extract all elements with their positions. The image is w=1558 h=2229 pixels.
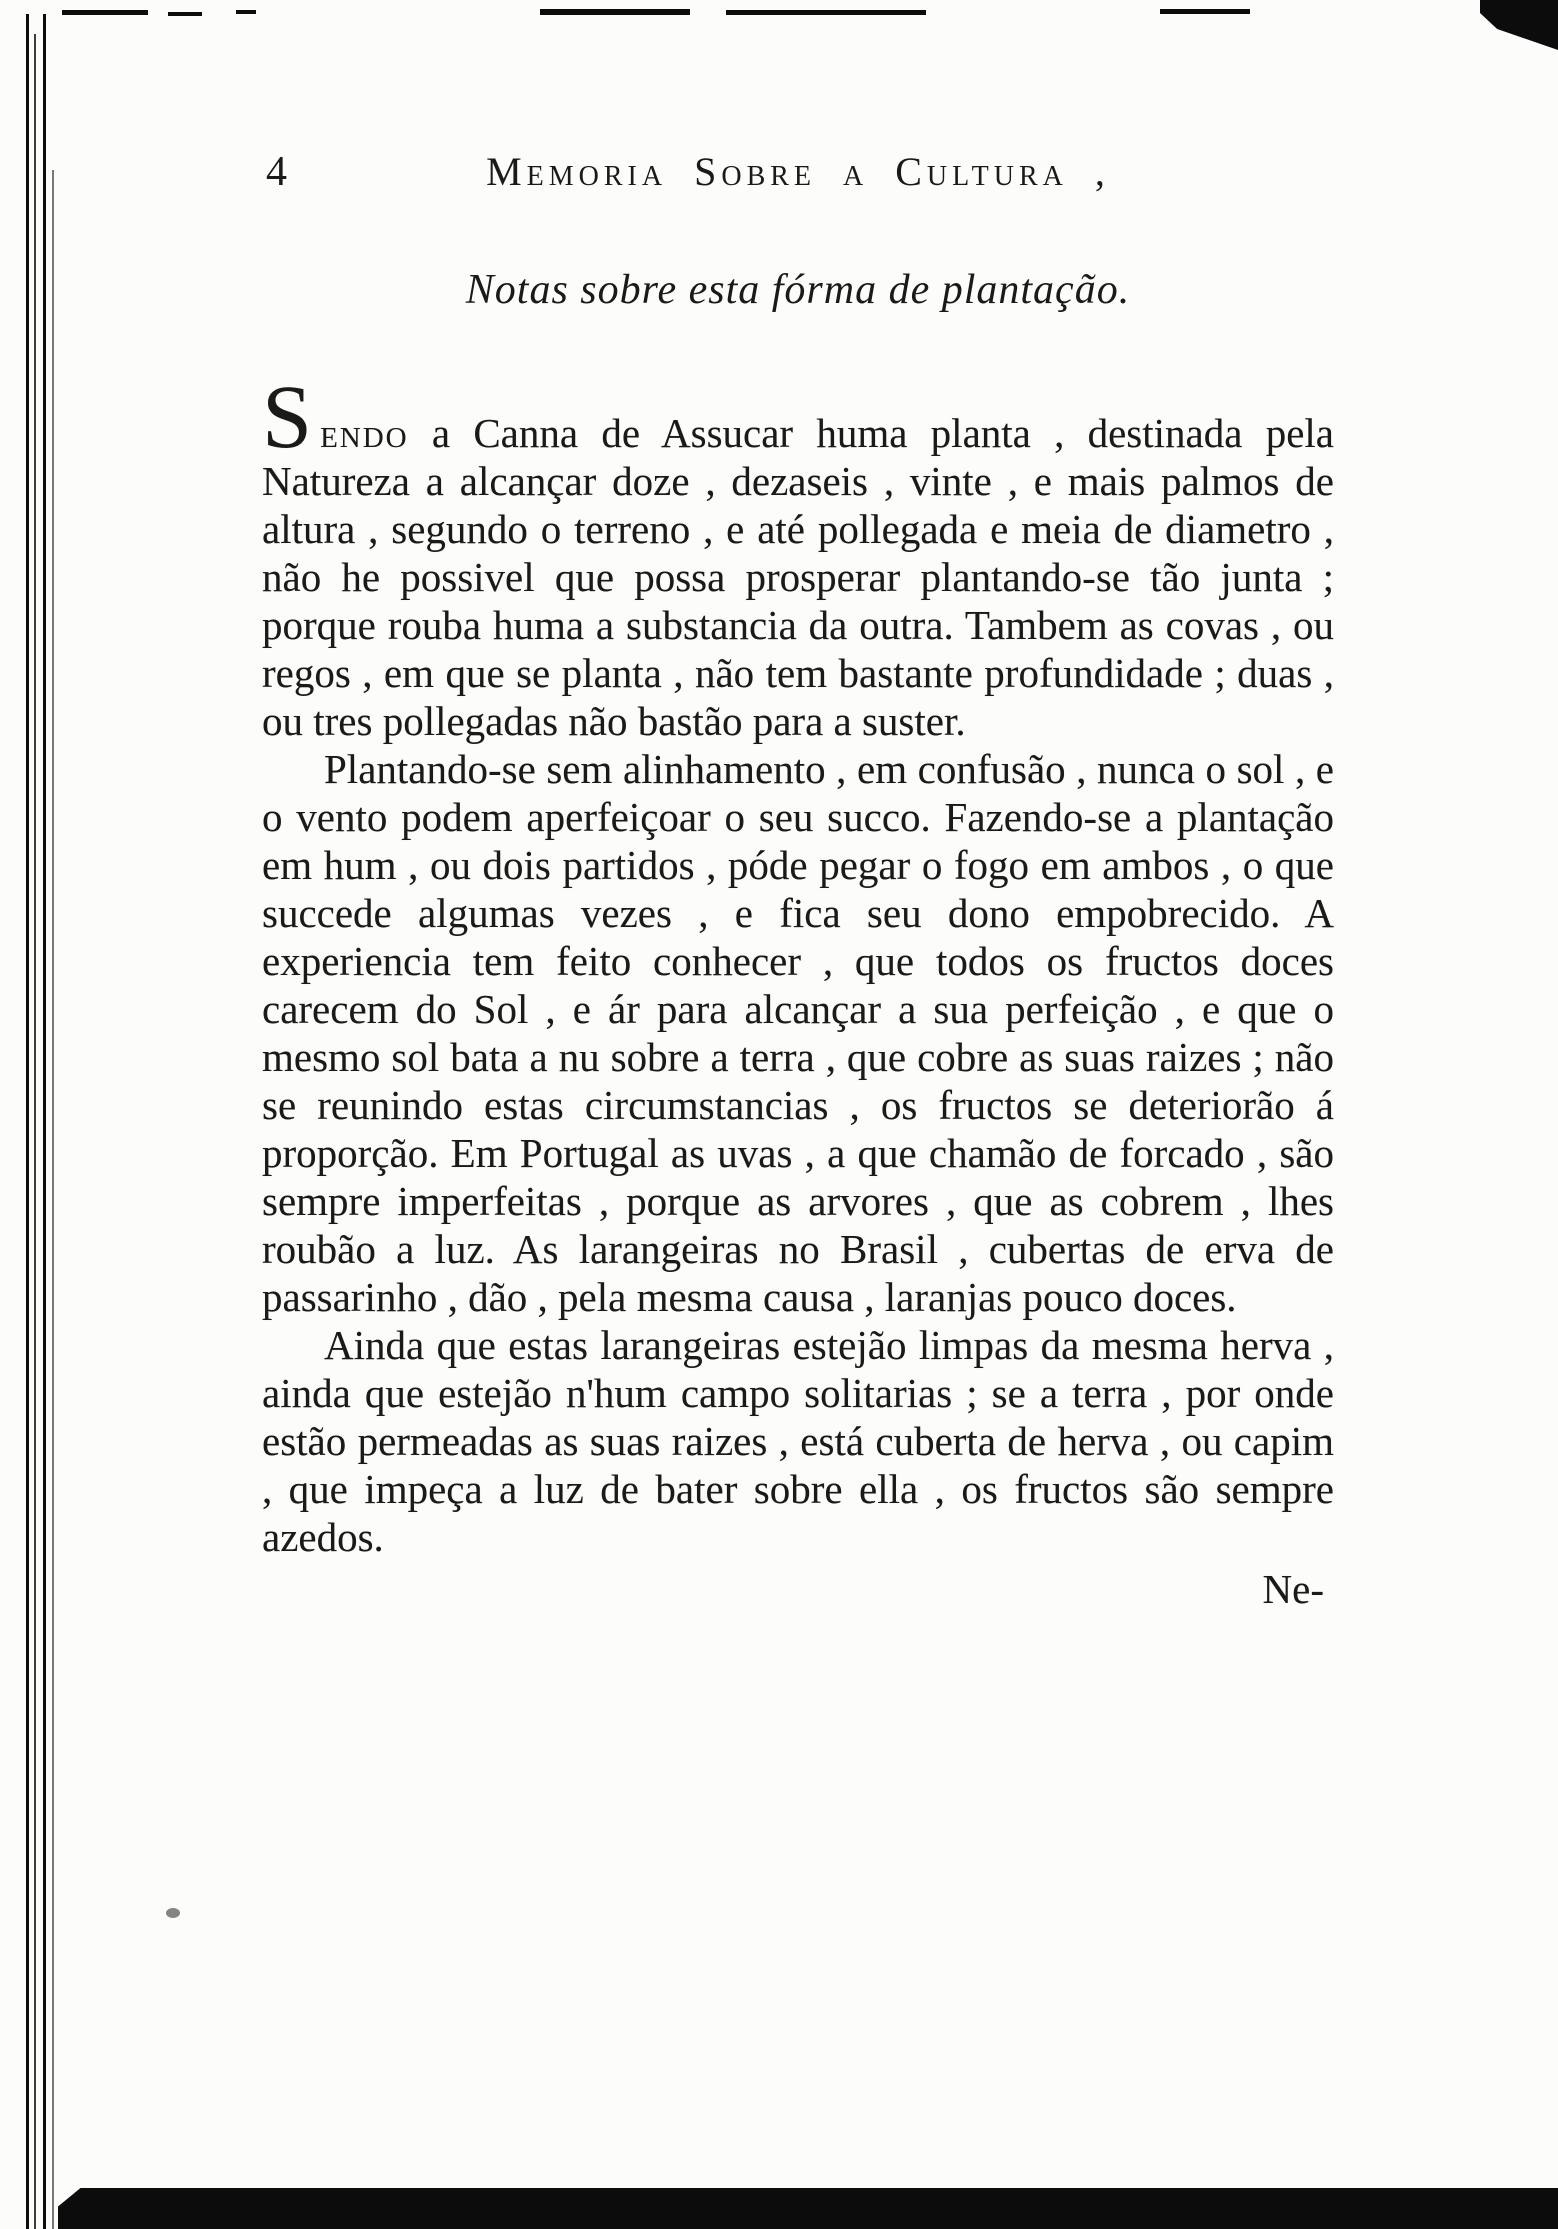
ink-speck [166,1908,180,1918]
top-edge-mark [168,12,202,16]
corner-blot [1480,0,1558,50]
paragraph-3 [262,1321,1334,1561]
bottom-edge-blot [58,2188,1558,2229]
page-number: 4 [266,149,287,195]
binding-line [26,14,29,2229]
paragraph-1-text: a Canna de Assucar huma planta , destinada pela Natureza a alcançar doze , dezaseis , vinte , e mais palmos de altura , segundo o terreno , e até pollegada e meia de diametro , não he possivel que possa prosperar plantando-se tão junta ; porque rouba huma a substancia da outra. Tambem as covas , ou regos , em que se planta , não tem bastante profundidade ; duas , ou tres pollegadas não bastão para a suster. [262,410,1334,744]
top-edge-mark [540,9,690,15]
section-title: Notas sobre esta fórma de plantação. [465,267,1131,313]
body-text [262,368,1334,1613]
top-edge-mark [236,10,256,14]
paragraph-2 [262,745,1334,1321]
binding-line [52,170,54,2229]
running-header: Memoria Sobre a Cultura , [486,149,1110,194]
paragraph-2-text: Plantando-se sem alinhamento , em confusão , nunca o sol , e o vento podem aperfeiçoar o seu succo. Fazendo-se a plantação em hum , ou dois partidos , póde pegar o fogo em ambos , o que succede algumas vezes , e fica seu dono empobrecido. A experiencia tem feito conhecer , que todos os fructos doces carecem do Sol , e ár para alcançar a sua perfeição , e que o mesmo sol bata a nu sobre a terra , que cobre as suas raizes ; não se reunindo estas circumstancias , os fructos se deteriorão á proporção. Em Portugal as uvas , a que chamão de forcado , são sempre imperfeitas , porque as arvores , que as cobrem , lhes roubão a luz. As larangeiras no Brasil , cubertas de erva de passarinho , dão , pela mesma causa , laranjas pouco doces. [262,746,1334,1320]
initial-smallcaps: endo [320,410,409,456]
top-edge-mark [62,10,148,15]
initial-capital: S [262,368,316,467]
catchword: Ne- [1262,1566,1324,1612]
binding-line [34,34,36,2229]
top-edge-mark [726,10,926,15]
page-header [262,148,1334,204]
text-column [262,148,1334,1613]
paragraph-1 [262,368,1334,745]
paragraph-3-text: Ainda que estas larangeiras estejão limpas da mesma herva , ainda que estejão n'hum campo solitarias ; se a terra , por onde estão permeadas as suas raizes , está cuberta de herva , ou capim , que impeça a luz de bater sobre ella , os fructos são sempre azedos. [262,1322,1334,1560]
binding-line [43,14,46,2229]
top-edge-mark [1160,9,1250,14]
